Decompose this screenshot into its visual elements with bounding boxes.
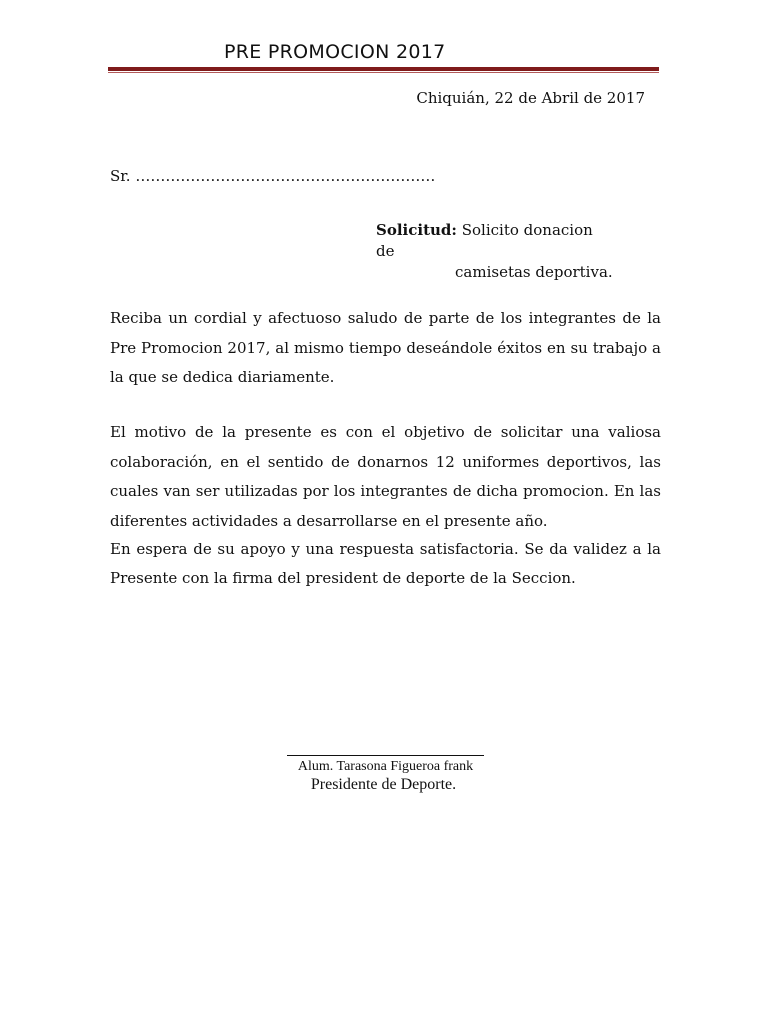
greeting-paragraph [110, 304, 661, 393]
request-subject-label: Solicitud: [376, 221, 457, 239]
purpose-paragraph [110, 418, 661, 536]
date-location-line: Chiquián, 22 de Abril de 2017 [416, 89, 645, 107]
signatory-name: Alum. Tarasona Figueroa frank [297, 759, 474, 774]
document-header-title: PRE PROMOCION 2017 [224, 41, 446, 63]
closing-paragraph-text: En espera de su apoyo y una respuesta satisfactoria. Se da validez a la Presente con la firma del president de deporte de la Seccion. [110, 540, 661, 587]
request-subject [376, 220, 616, 283]
greeting-paragraph-text: Reciba un cordial y afectuoso saludo de parte de los integrantes de la Pre Promocion 2017, al mismo tiempo deseándole éxitos en su trabajo a la que se dedica diariamente. [110, 309, 661, 386]
signature-line [287, 755, 484, 756]
header-divider [108, 67, 659, 71]
closing-paragraph [110, 535, 661, 593]
purpose-paragraph-text: El motivo de la presente es con el objetivo de solicitar una valiosa colaboración, en el sentido de donarnos 12 uniformes deportivos, las cuales van ser utilizadas por los integrantes de dicha promocion. En las diferentes actividades a desarrollarse en el presente año. [110, 423, 661, 530]
request-subject-line-2: camisetas deportiva. [455, 263, 613, 281]
recipient-line: Sr. …………………………………………………… [110, 167, 436, 185]
request-subject-line-1: Solicito donacion de [376, 221, 593, 260]
header-divider-shadow [108, 72, 659, 73]
signatory-role: Presidente de Deporte. [310, 776, 457, 793]
